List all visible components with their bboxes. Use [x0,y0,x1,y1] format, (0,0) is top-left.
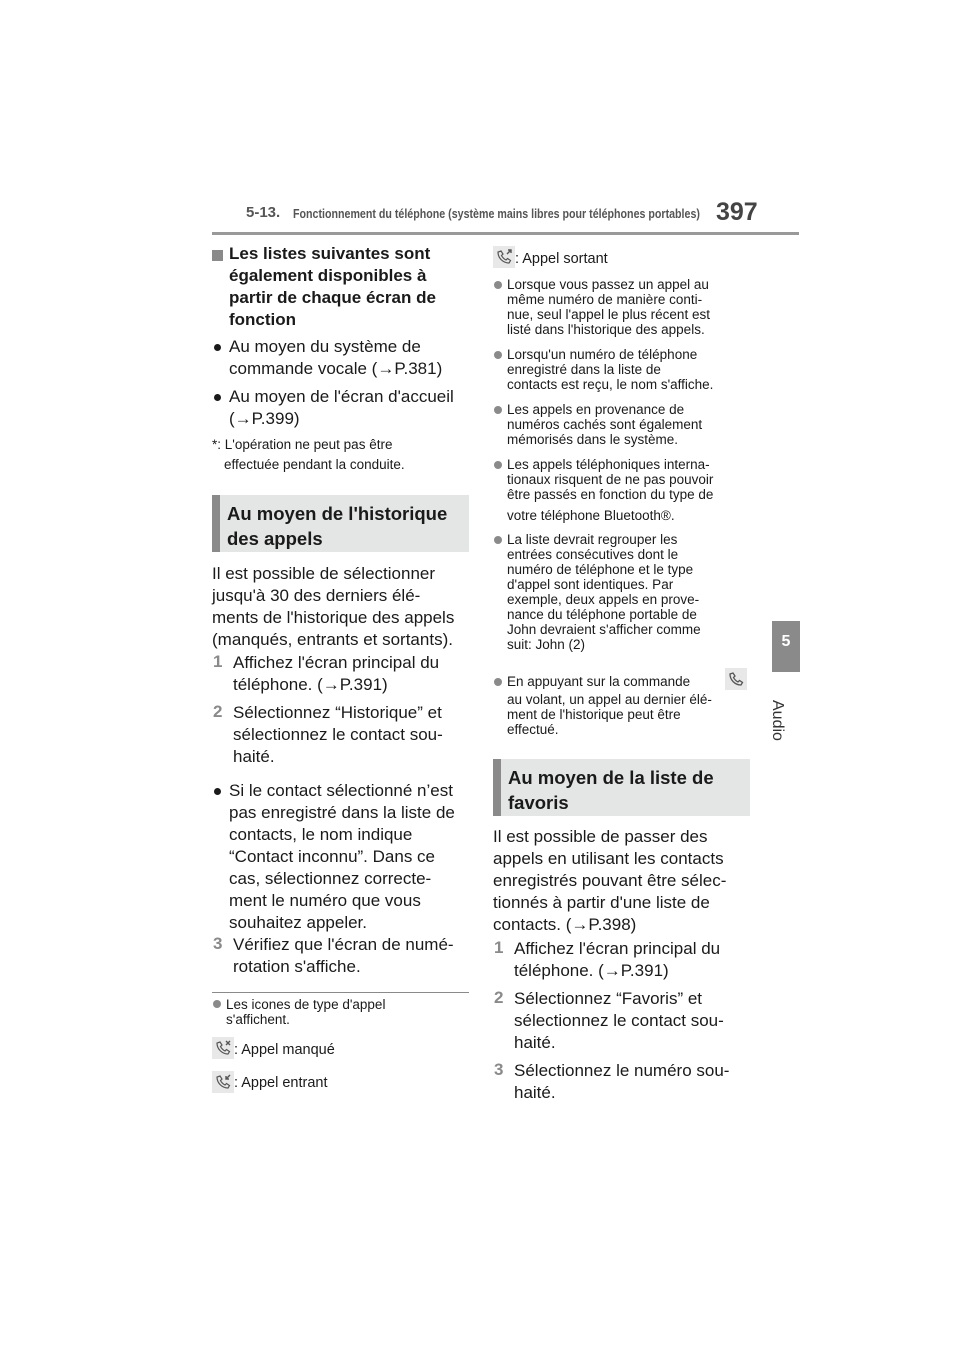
bullet-text: pas enregistré dans la liste de [229,803,455,822]
bullet-text: Au moyen du système de [229,337,421,356]
bullet-text: contacts, le nom indique [229,825,413,844]
steering-phone-icon [725,668,747,690]
subheading-line: également disponibles à [229,266,427,285]
paragraph-line: Il est possible de passer des [493,827,708,846]
step-text: haité. [514,1083,556,1102]
step-text: Sélectionnez “Favoris” et [514,989,703,1008]
step-text: Affichez l'écran principal du [233,653,440,672]
chapter-number: 5-13. [246,204,281,221]
note-text: mémorisés dans le système. [507,432,679,447]
step-text: haité. [233,747,275,766]
step-number: 2 [213,702,223,721]
step-number: 1 [213,652,223,671]
step-text: Vérifiez que l'écran de numé- [233,935,454,954]
bullet-text: “Contact inconnu”. Dans ce [229,847,435,866]
bullet-text: souhaitez appeler. [229,913,367,932]
step-number: 1 [494,938,504,957]
note-bullet [494,281,502,289]
section-heading-call-history [212,495,469,552]
bullet-dot [214,394,221,401]
note-text: En appuyant sur la commande [507,674,691,689]
note-text: effectué. [507,722,559,737]
section-heading-text [227,501,447,551]
page-number: 397 [716,198,758,226]
subheading-square-icon [212,250,223,261]
note-text: numéro de téléphone et le type [507,562,694,577]
note-text: entrées consécutives dont le [507,547,679,562]
note-text: suit: John (2) [507,637,586,652]
step-text: Sélectionnez le numéro sou- [514,1061,730,1080]
header-rule [212,232,799,235]
note-text: s'affichent. [226,1012,290,1027]
section-heading-line: favoris [508,792,569,813]
paragraph-line: (manqués, entrants et sortants). [212,630,453,649]
note-text: Lorsque vous passez un appel au [507,277,709,292]
paragraph-line: tionnés à partir d'une liste de [493,893,710,912]
paragraph-line: Il est possible de sélectionner [212,564,436,583]
bullet-text: cas, sélectionnez correcte- [229,869,432,888]
bullet-dot [214,788,221,795]
bullet-text: Au moyen de l'écran d'accueil [229,387,454,406]
paragraph-line: appels en utilisant les contacts [493,849,724,868]
note-divider [212,992,469,993]
subheading-line: fonction [229,310,297,329]
note-bullet [494,536,502,544]
note-text: Les appels en provenance de [507,402,685,417]
step-number: 2 [494,988,504,1007]
note-text: nue, seul l'appel le plus récent est [507,307,710,322]
note-bullet [494,461,502,469]
note-text: votre téléphone Bluetooth®. [507,508,675,523]
note-text: numéros cachés sont également [507,417,703,432]
subheading-line: partir de chaque écran de [229,288,436,307]
step-text: haité. [514,1033,556,1052]
note-text: Les icones de type d'appel [226,997,386,1012]
note-bullet [213,1000,221,1008]
outgoing-call-label: : Appel sortant [515,251,608,267]
note-text: enregistré dans la liste de [507,362,661,377]
subheading-line: Les listes suivantes sont [229,244,431,263]
footnote: effectuée pendant la conduite. [224,457,405,472]
section-heading-line: Au moyen de l'historique [227,503,448,524]
section-heading-bar [212,495,220,552]
note-text: au volant, un appel au dernier élé- [507,692,712,707]
bullet-text: (→P.399) [229,409,300,428]
chapter-tab-number: 5 [781,633,791,650]
footnote: *: L'opération ne peut pas être [212,437,393,452]
step-number: 3 [494,1060,504,1079]
phone-outgoing-icon [493,246,515,268]
bullet-text: ment le numéro que vous [229,891,421,910]
step-text: Affichez l'écran principal du [514,939,721,958]
paragraph-line: enregistrés pouvant être sélec- [493,871,727,890]
step-text: Sélectionnez “Historique” et [233,703,442,722]
note-text: tionaux risquent de ne pas pouvoir [507,472,714,487]
phone-incoming-icon [212,1071,234,1093]
chapter-tab-label: Audio [769,700,786,741]
note-text: contacts est reçu, le nom s'affiche. [507,377,714,392]
bullet-text: commande vocale (→P.381) [229,359,443,378]
step-text: téléphone. (→P.391) [233,675,388,694]
step-number: 3 [213,934,223,953]
section-heading-line: Au moyen de la liste de [508,767,714,788]
phone-missed-icon [212,1037,234,1059]
note-text: Les appels téléphoniques interna- [507,457,710,472]
note-bullet [494,678,502,686]
section-heading-text [508,765,714,815]
note-text: d'appel sont identiques. Par [507,577,674,592]
note-bullet [494,351,502,359]
incoming-call-label: : Appel entrant [234,1075,328,1091]
missed-call-label: : Appel manqué [234,1042,335,1058]
note-text: Lorsqu'un numéro de téléphone [507,347,698,362]
step-text: téléphone. (→P.391) [514,961,669,980]
note-text: John devraient s'afficher comme [507,622,701,637]
bullet-text: Si le contact sélectionné n’est [229,781,453,800]
section-heading-line: des appels [227,528,323,549]
note-text: être passés en fonction du type de [507,487,714,502]
bullet-dot [214,344,221,351]
chapter-title: Fonctionnement du téléphone (système mains libres pour téléphones portables) [293,206,700,221]
note-text: même numéro de manière conti- [507,292,703,307]
step-text: sélectionnez le contact sou- [514,1011,724,1030]
step-text: rotation s'affiche. [233,957,361,976]
paragraph-line: ments de l'historique des appels [212,608,455,627]
note-text: La liste devrait regrouper les [507,532,678,547]
paragraph-line: contacts. (→P.398) [493,915,637,934]
paragraph-line: jusqu'à 30 des derniers élé- [212,586,421,605]
note-bullet [494,406,502,414]
note-text: nance du téléphone portable de [507,607,697,622]
note-text: ment de l'historique peut être [507,707,681,722]
section-heading-bar [493,759,501,816]
note-text: listé dans l'historique des appels. [507,322,705,337]
note-text: exemple, deux appels en prove- [507,592,700,607]
section-heading-favorites [493,759,750,816]
step-text: sélectionnez le contact sou- [233,725,443,744]
